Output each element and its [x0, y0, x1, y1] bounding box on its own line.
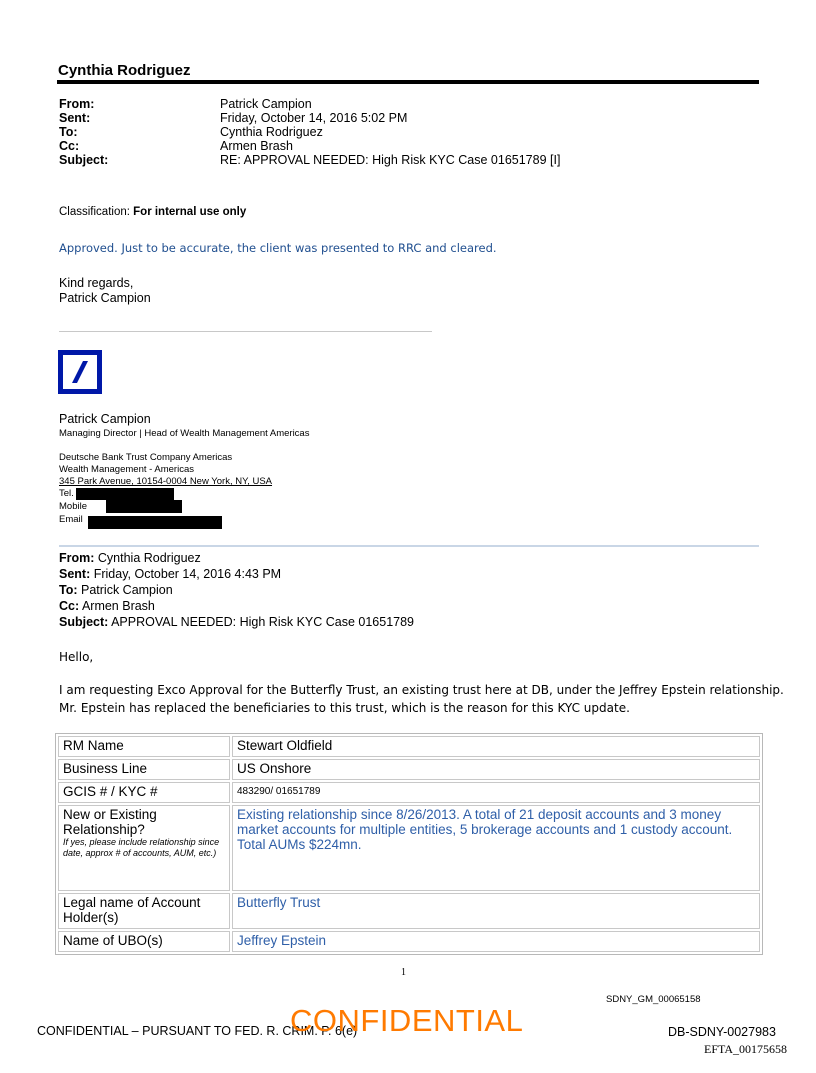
signature-mobile-label: Mobile — [59, 501, 87, 512]
classification-value: For internal use only — [133, 206, 247, 218]
cc-value: Armen Brash — [220, 139, 293, 153]
subject-value: RE: APPROVAL NEEDED: High Risk KYC Case 01651789 [I] — [220, 153, 561, 167]
row-value: 483290/ 01651789 — [232, 782, 760, 803]
classification — [59, 206, 246, 218]
redaction-email — [88, 516, 222, 529]
row-value: Butterfly Trust — [232, 893, 760, 929]
closing — [59, 276, 151, 305]
from-value: Patrick Campion — [220, 97, 312, 111]
row-label: Name of UBO(s) — [58, 931, 230, 952]
signature-title: Managing Director | Head of Wealth Management Americas — [59, 428, 310, 439]
to-value: Cynthia Rodriguez — [220, 125, 323, 139]
table-row — [58, 736, 760, 757]
bates-number-sdny: SDNY_GM_00065158 — [606, 994, 701, 1005]
signature-name: Patrick Campion — [59, 412, 151, 426]
redaction-mobile — [106, 500, 182, 513]
signature-company: Deutsche Bank Trust Company Americas — [59, 452, 233, 463]
row-label-note: If yes, please include relationship since date, approx # of accounts, AUM, etc.) — [63, 837, 220, 858]
row-label: Legal name of Account Holder(s) — [58, 893, 230, 929]
original-paragraph-line1: I am requesting Exco Approval for the Butterfly Trust, an existing trust here at DB, under the Jeffrey Epstein relationship. — [59, 683, 784, 697]
bates-number-db: DB-SDNY-0027983 — [668, 1025, 776, 1039]
orig-from: From: Cynthia Rodriguez — [59, 551, 201, 565]
subject-label: Subject: — [59, 153, 109, 167]
orig-to: To: Patrick Campion — [59, 583, 173, 597]
sent-value: Friday, October 14, 2016 5:02 PM — [220, 111, 408, 125]
row-value: Stewart Oldfield — [232, 736, 760, 757]
orig-cc: Cc: Armen Brash — [59, 599, 155, 613]
table-row — [58, 805, 760, 891]
to-label: To: — [59, 125, 78, 139]
row-value: US Onshore — [232, 759, 760, 780]
reply-body: Approved. Just to be accurate, the client was presented to RRC and cleared. — [59, 241, 497, 255]
classification-label: Classification: — [59, 206, 134, 218]
original-greeting: Hello, — [59, 650, 94, 664]
orig-sent: Sent: Friday, October 14, 2016 4:43 PM — [59, 567, 282, 581]
row-value: Jeffrey Epstein — [232, 931, 760, 952]
efta-number: EFTA_00175658 — [704, 1042, 788, 1056]
closing-line: Kind regards, — [59, 276, 134, 290]
orig-subject: Subject: APPROVAL NEEDED: High Risk KYC Case 01651789 — [59, 615, 415, 629]
confidential-notice: CONFIDENTIAL – PURSUANT TO FED. R. CRIM. P. 6(e) — [37, 1024, 358, 1038]
row-label-text: New or Existing Relationship? — [63, 807, 157, 837]
table-row — [58, 893, 760, 929]
signature-address: 345 Park Avenue, 10154-0004 New York, NY, USA — [59, 476, 273, 487]
signature-divider — [59, 331, 432, 332]
from-label: From: — [59, 97, 95, 111]
signature-tel-label: Tel. — [59, 488, 74, 499]
redaction-tel — [76, 488, 174, 500]
row-label — [58, 805, 230, 891]
signature-email-label: Email — [59, 514, 83, 525]
original-paragraph-line2: Mr. Epstein has replaced the beneficiaries to this trust, which is the reason for this KYC update. — [59, 701, 630, 715]
row-value: Existing relationship since 8/26/2013. A total of 21 deposit accounts and 3 money market accounts for multiple entities, 5 brokerage accounts and 1 custody account. Total AUMs $224mn. — [232, 805, 760, 891]
table-row — [58, 759, 760, 780]
row-label: Business Line — [58, 759, 230, 780]
sent-label: Sent: — [59, 111, 91, 125]
message-divider — [59, 545, 759, 547]
confidential-stamp: CONFIDENTIAL — [290, 1003, 524, 1038]
owner-divider — [57, 80, 759, 84]
logo-frame — [63, 355, 97, 389]
cc-label: Cc: — [59, 139, 80, 153]
signature-division: Wealth Management - Americas — [59, 464, 194, 475]
page-number: 1 — [401, 967, 406, 978]
table-row — [58, 782, 760, 803]
table-row — [58, 931, 760, 952]
row-label: RM Name — [58, 736, 230, 757]
kyc-table — [55, 733, 763, 955]
closing-name: Patrick Campion — [59, 290, 151, 305]
deutsche-bank-logo — [58, 350, 102, 394]
email-owner-name: Cynthia Rodriguez — [58, 62, 191, 79]
logo-slash-icon — [63, 355, 97, 389]
row-label: GCIS # / KYC # — [58, 782, 230, 803]
